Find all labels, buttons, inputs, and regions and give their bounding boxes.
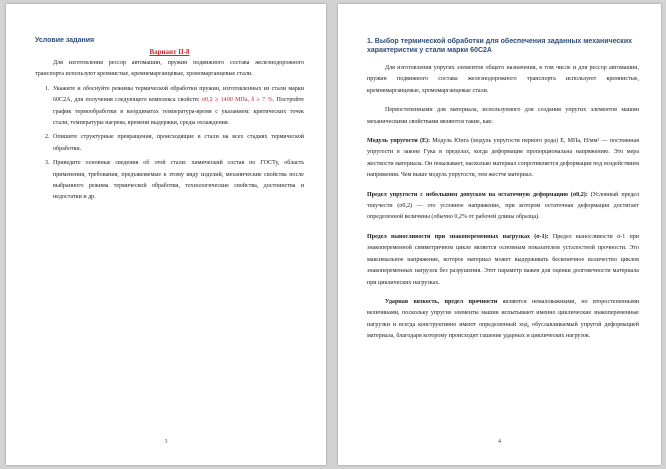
page-number: 4 [498,439,501,445]
variant-label: Вариант II-8 [149,48,190,56]
term-name: Предел упругости с небольшим допуском на остаточную деформацию (σ0,2): [367,191,588,198]
term-name: Предел выносливости при знакопеременных нагрузках (σ-1): [367,233,549,240]
term-paragraph-3 [367,232,639,289]
section-heading: Условие задания [35,37,95,44]
term-name: Ударная вязкость, предел прочности [385,298,498,305]
task-item-1-text: Укажите и обоснуйте режимы термической обработки пружин, изготовленных из стали марки 60С2А, для получения следующего комплекса свойств: [53,85,304,104]
term-description: (Условный предел текучести (σ0,2) — это условное напряжение, при котором остаточная деформация достигает определенной величины (обычно 0,2% от рабочей длины образца). [367,191,640,221]
term-description: являются немаловажными, но второстепенными величинами, поскольку упругие элементы машин испытывают именно циклические знакопеременные нагрузки и всегда конструктивно имеют определенный ход, обуславливаемый упругой деформацией материала, благодаря которому происходит гашение ударных и циклических нагрузок. [367,298,640,340]
task-item-1 [51,84,304,130]
term-paragraph-4 [367,297,639,343]
task-item-3: 3. Приведите основные сведения об этой стали: химический состав по ГОСТу, область применения, требования, предъявляемые к этому виду изделий, механические свойства после выбранного режима термической обработки, технологические свойства, достоинства и недостатки и др. [51,158,304,204]
task-list [35,84,304,204]
paragraph-2: Первостепенными для материала, используемого для создания упругих элементов машин механическими свойствами являются такие, как: [367,107,639,125]
term-description: Модуль Юнга (модуль упругости первого рода) E, МПа, Н/мм² — постоянная упругости в законе Гука в пределах, когда деформация пропорциональна напряжению. Это мера жесткости материала. Он показывает, насколько материал сопротивляется деформации под воздействием напряжения. Чем выше модуль упругости, тем жестче материал. [367,138,640,179]
term-description: Предел выносливости σ-1 при знакопеременной симметричном цикле является основным показателем усталостной прочности. Это максимальное напряжение, которое материал может выдерживать бесконечное количество циклов знакопеременных нагрузок без разрушения. Этот параметр важен для оценки долговечности материала при циклических нагрузках. [367,233,640,286]
document-page-left [6,4,326,465]
task-item-2: 2. Опишите структурные превращения, происходящие в стали на всех стадиях термической обработки. [51,132,304,155]
property-requirement: σ0,2 ≥ 1400 МПа, δ ≥ 7 %. [201,97,275,104]
document-page-right [338,4,661,465]
section-title: 1. Выбор термической обработки для обеспечения заданных механических характеристик у стали марки 60С2А [367,38,633,54]
term-name: Модуль упругости (E): [367,138,431,145]
term-paragraph-1 [367,136,639,182]
paragraph-1: Для изготовления упругих элементов общего назначения, в том числе и для рессор автомашин, пружин подвижного состава железнодорожного транспорта используют кремнистые, кремнемарганцевые, хромомарганцевые стали. [367,65,639,94]
intro-paragraph: Для изготовления рессор автомашин, пружин подвижного состава железнодорожного транспорта используют кремнистые, кремнемарганцевые, хромомарганцевые стали. [35,60,304,78]
page-number: 3 [164,439,168,445]
term-paragraph-2 [367,190,639,224]
task-item-1-continuation: Постройте график термообработки в координатах температура-время с указанием: критических точек стали, температуры нагрева, времени выдержки, среды охлаждения. [53,97,304,127]
